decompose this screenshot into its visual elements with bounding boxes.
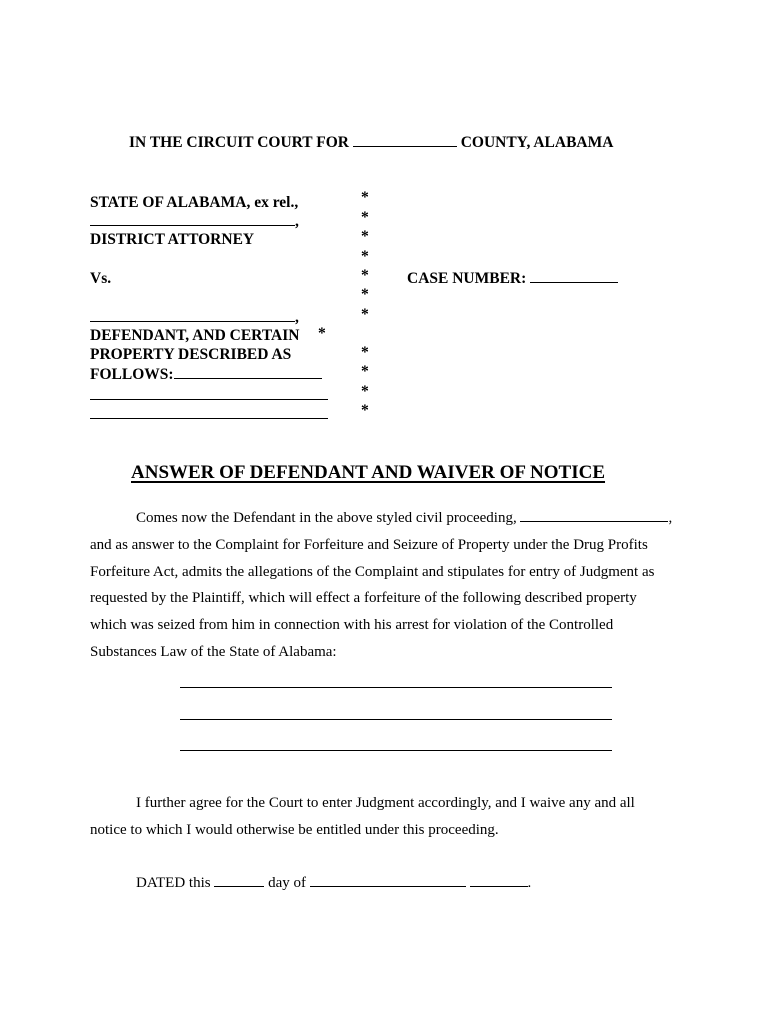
caption-star: * — [361, 189, 369, 206]
property-description-line[interactable] — [180, 750, 612, 751]
body-para1-line4: requested by the Plaintiff, which will effect a forfeiture of the following described property — [90, 590, 637, 606]
body-para2-line1: I further agree for the Court to enter Judgment accordingly, and I waive any and all — [136, 795, 635, 811]
court-heading-prefix: IN THE CIRCUIT COURT FOR — [129, 134, 349, 151]
month-blank[interactable] — [310, 885, 466, 887]
caption-star: * — [361, 363, 369, 380]
defendant-name-blank[interactable] — [90, 320, 295, 322]
court-heading — [129, 133, 613, 152]
body-para1-line3: Forfeiture Act, admits the allegations of the Complaint and stipulates for entry of Judgment as — [90, 564, 655, 580]
follows-label: FOLLOWS: — [90, 366, 174, 383]
body-para1-line5: which was seized from him in connection with his arrest for violation of the Controlled — [90, 617, 614, 633]
caption-star: * — [361, 248, 369, 265]
defendant-label-1: DEFENDANT, AND CERTAIN — [90, 327, 300, 344]
district-attorney-blank[interactable] — [90, 224, 295, 226]
property-blank-2[interactable] — [90, 399, 328, 400]
defendant-label-2: PROPERTY DESCRIBED AS — [90, 346, 292, 363]
dated-line — [136, 870, 531, 897]
year-blank[interactable] — [470, 885, 528, 887]
dated-end: . — [527, 875, 532, 891]
property-blank-3[interactable] — [90, 418, 328, 419]
body-para1-line2: and as answer to the Complaint for Forfeiture and Seizure of Property under the Drug Profits — [90, 537, 648, 553]
caption-star: * — [361, 344, 369, 361]
para1-start: Comes now the Defendant in the above styled civil proceeding, — [136, 510, 517, 526]
defendant-label-3 — [90, 365, 322, 384]
dated-prefix: DATED this — [136, 875, 211, 891]
plaintiff-comma: , — [295, 213, 299, 230]
property-blank-1[interactable] — [174, 377, 322, 379]
property-description-line[interactable] — [180, 687, 612, 688]
case-number-label: CASE NUMBER: — [407, 270, 527, 287]
day-blank[interactable] — [214, 885, 264, 887]
body-para1-line6: Substances Law of the State of Alabama: — [90, 644, 337, 660]
district-attorney-label: DISTRICT ATTORNEY — [90, 231, 255, 248]
case-number — [407, 269, 618, 288]
caption-star: * — [361, 267, 369, 284]
defendant-name-field[interactable] — [520, 520, 668, 522]
versus-label: Vs. — [90, 270, 112, 287]
caption-star: * — [361, 306, 369, 323]
body-para2-line2: notice to which I would otherwise be entitled under this proceeding. — [90, 822, 499, 838]
caption-star: * — [361, 228, 369, 245]
para1-comma: , — [668, 510, 673, 526]
defendant-blank-line — [90, 308, 299, 327]
county-blank[interactable] — [353, 145, 457, 147]
dated-mid: day of — [268, 875, 306, 891]
caption-star: * — [361, 402, 369, 419]
caption-star: * — [318, 325, 326, 342]
caption-star: * — [361, 383, 369, 400]
defendant-comma: , — [295, 309, 299, 326]
caption-star: * — [361, 209, 369, 226]
document-title: ANSWER OF DEFENDANT AND WAIVER OF NOTICE — [131, 462, 606, 483]
case-number-blank[interactable] — [530, 281, 618, 283]
plaintiff-name: STATE OF ALABAMA, ex rel., — [90, 194, 299, 211]
plaintiff-blank-line — [90, 212, 299, 231]
property-description-line[interactable] — [180, 719, 612, 720]
caption-star: * — [361, 286, 369, 303]
body-para1-line1 — [136, 505, 672, 532]
court-heading-suffix: COUNTY, ALABAMA — [460, 134, 614, 151]
